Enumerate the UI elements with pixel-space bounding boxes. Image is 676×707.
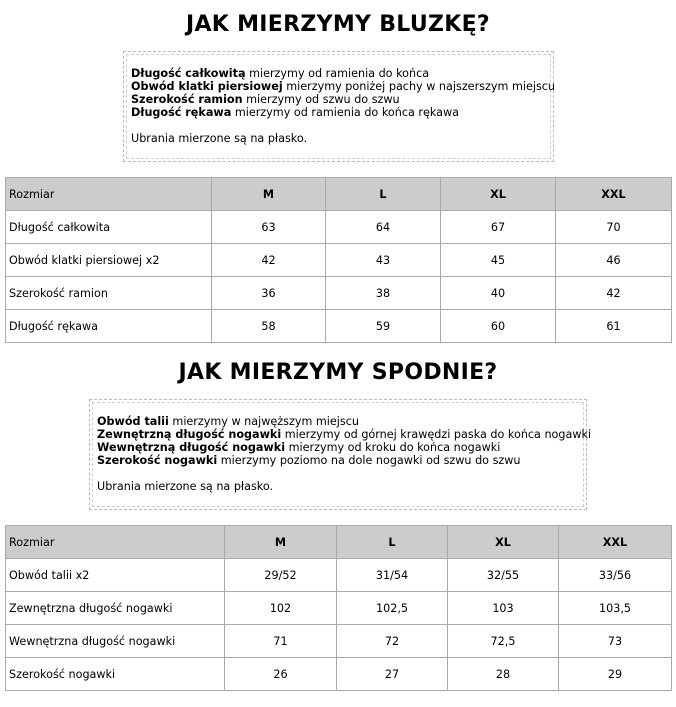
table-row bbox=[6, 277, 672, 310]
cell-xl: 67 bbox=[441, 211, 556, 244]
header-m: M bbox=[212, 178, 326, 211]
table-row bbox=[6, 559, 672, 592]
info-term: Długość całkowitą bbox=[131, 67, 246, 80]
cell-xxl: 61 bbox=[556, 310, 672, 343]
header-size: Rozmiar bbox=[6, 526, 225, 559]
cell-l: 72 bbox=[337, 625, 448, 658]
cell-l: 102,5 bbox=[337, 592, 448, 625]
cell-l: 64 bbox=[326, 211, 441, 244]
cell-xxl: 46 bbox=[556, 244, 672, 277]
blouse-measure-info-box bbox=[123, 51, 554, 162]
blouse-measure-info-text bbox=[126, 54, 556, 159]
info-desc: mierzymy od ramienia do końca rękawa bbox=[231, 106, 460, 119]
info-desc: mierzymy od kroku do końca nogawki bbox=[285, 441, 501, 454]
cell-m: 42 bbox=[212, 244, 326, 277]
cell-m: 71 bbox=[225, 625, 337, 658]
pants-info-line bbox=[97, 441, 579, 454]
info-term: Obwód talii bbox=[97, 415, 169, 428]
cell-l: 27 bbox=[337, 658, 448, 691]
header-l: L bbox=[326, 178, 441, 211]
cell-m: 36 bbox=[212, 277, 326, 310]
info-term: Wewnętrzną długość nogawki bbox=[97, 441, 286, 454]
cell-xxl: 29 bbox=[559, 658, 672, 691]
row-label: Obwód klatki piersiowej x2 bbox=[6, 244, 212, 277]
table-row bbox=[6, 592, 672, 625]
info-desc: mierzymy poniżej pachy w najszerszym miejscu bbox=[282, 80, 556, 93]
info-desc: mierzymy od górnej krawędzi paska do końca nogawki bbox=[281, 428, 592, 441]
table-header-row bbox=[6, 526, 672, 559]
row-label: Szerokość ramion bbox=[6, 277, 212, 310]
info-desc: mierzymy poziomo na dole nogawki od szwu do szwu bbox=[217, 454, 521, 467]
info-desc: mierzymy od ramienia do końca bbox=[245, 67, 430, 80]
pants-measure-info-text bbox=[92, 402, 592, 507]
pants-title: JAK MIERZYMY SPODNIE? bbox=[178, 360, 498, 385]
info-term: Obwód klatki piersiowej bbox=[131, 80, 283, 93]
pants-info-line bbox=[97, 454, 579, 467]
blouse-flat-note: Ubrania mierzone są na płasko. bbox=[131, 132, 308, 145]
row-label: Długość rękawa bbox=[6, 310, 212, 343]
row-label: Wewnętrzna długość nogawki bbox=[6, 625, 225, 658]
table-header-row bbox=[6, 178, 672, 211]
pants-flat-note: Ubrania mierzone są na płasko. bbox=[97, 480, 274, 493]
pants-measure-info-box bbox=[89, 399, 592, 510]
cell-xl: 45 bbox=[441, 244, 556, 277]
row-label: Zewnętrzna długość nogawki bbox=[6, 592, 225, 625]
header-m: M bbox=[225, 526, 337, 559]
blouse-info-line bbox=[131, 67, 546, 80]
cell-l: 38 bbox=[326, 277, 441, 310]
header-xxl: XXL bbox=[556, 178, 672, 211]
blouse-info-line bbox=[131, 106, 546, 119]
cell-m: 63 bbox=[212, 211, 326, 244]
cell-xxl: 103,5 bbox=[559, 592, 672, 625]
pants-info-line bbox=[97, 428, 592, 441]
header-xl: XL bbox=[448, 526, 559, 559]
table-row bbox=[6, 658, 672, 691]
info-term: Długość rękawa bbox=[131, 106, 232, 119]
row-label: Obwód talii x2 bbox=[6, 559, 225, 592]
cell-m: 102 bbox=[225, 592, 337, 625]
pants-info-line bbox=[97, 415, 579, 428]
info-desc: mierzymy od szwu do szwu bbox=[242, 93, 400, 106]
info-term: Zewnętrzną długość nogawki bbox=[97, 428, 282, 441]
cell-xxl: 73 bbox=[559, 625, 672, 658]
cell-xl: 40 bbox=[441, 277, 556, 310]
row-label: Długość całkowita bbox=[6, 211, 212, 244]
cell-m: 26 bbox=[225, 658, 337, 691]
cell-xl: 103 bbox=[448, 592, 559, 625]
cell-l: 31/54 bbox=[337, 559, 448, 592]
cell-l: 59 bbox=[326, 310, 441, 343]
table-row bbox=[6, 211, 672, 244]
blouse-info-line bbox=[131, 80, 556, 93]
header-size: Rozmiar bbox=[6, 178, 212, 211]
pants-size-table bbox=[5, 525, 672, 691]
cell-xl: 32/55 bbox=[448, 559, 559, 592]
row-label: Szerokość nogawki bbox=[6, 658, 225, 691]
header-xl: XL bbox=[441, 178, 556, 211]
blouse-title: JAK MIERZYMY BLUZKĘ? bbox=[186, 12, 490, 37]
info-term: Szerokość ramion bbox=[131, 93, 243, 106]
cell-xxl: 70 bbox=[556, 211, 672, 244]
table-row bbox=[6, 310, 672, 343]
table-row bbox=[6, 625, 672, 658]
blouse-info-line bbox=[131, 93, 546, 106]
cell-m: 29/52 bbox=[225, 559, 337, 592]
cell-xxl: 42 bbox=[556, 277, 672, 310]
cell-m: 58 bbox=[212, 310, 326, 343]
cell-xxl: 33/56 bbox=[559, 559, 672, 592]
cell-l: 43 bbox=[326, 244, 441, 277]
info-desc: mierzymy w najwęższym miejscu bbox=[168, 415, 359, 428]
header-xxl: XXL bbox=[559, 526, 672, 559]
cell-xl: 60 bbox=[441, 310, 556, 343]
blouse-size-table bbox=[5, 177, 672, 343]
table-row bbox=[6, 244, 672, 277]
cell-xl: 72,5 bbox=[448, 625, 559, 658]
header-l: L bbox=[337, 526, 448, 559]
cell-xl: 28 bbox=[448, 658, 559, 691]
info-term: Szerokość nogawki bbox=[97, 454, 218, 467]
